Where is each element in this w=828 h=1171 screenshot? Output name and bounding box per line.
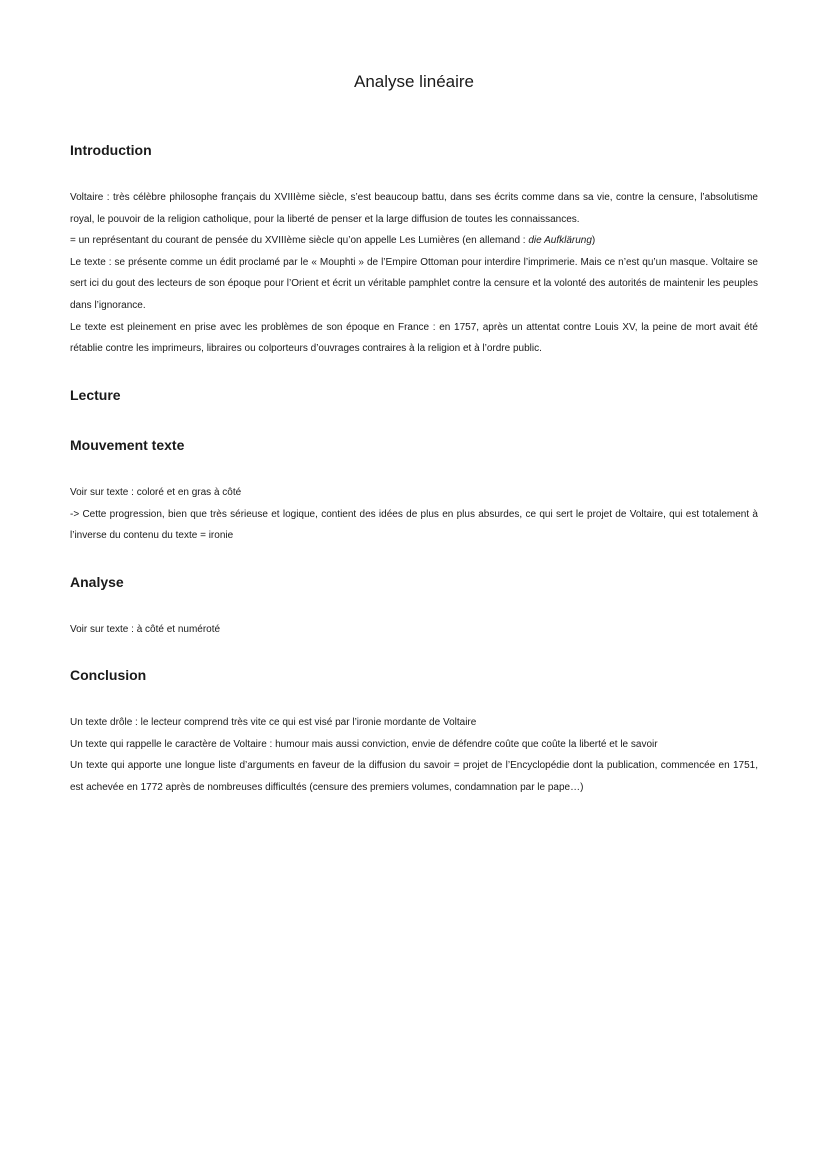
lumieres-end: ) xyxy=(591,235,596,247)
mouvement-paragraph-voir: Voir sur texte : coloré et en gras à côté xyxy=(70,487,242,498)
introduction-paragraph-contexte: Le texte est pleinement en prise avec les problèmes de son époque en France : en 1757, après un attentat contre Louis XV, la peine de mort avait été rétablie contre les imprimeurs, libraires ou colporteurs d’ouvrages contraires à la religion et à l’ordre public. xyxy=(70,321,758,355)
mouvement-paragraph-progression: -> Cette progression, bien que très sérieuse et logique, contient des idées de plus en plus absurdes, ce qui sert le projet de Voltaire, qui est totalement à l’inverse du contenu du texte = ironie xyxy=(70,508,758,542)
conclusion-paragraph-drole: Un texte drôle : le lecteur comprend très vite ce qui est visé par l’ironie mordante de Voltaire xyxy=(70,717,477,728)
conclusion-paragraph-caractere: Un texte qui rappelle le caractère de Voltaire : humour mais aussi conviction, envie de défendre coûte que coûte la liberté et le savoir xyxy=(70,738,658,750)
mouvement-body xyxy=(70,482,758,547)
heading-analyse: Analyse xyxy=(70,574,124,590)
conclusion-body xyxy=(70,712,758,798)
introduction-body xyxy=(70,187,758,360)
lumieres-italic: die Aufklärung xyxy=(528,235,592,247)
conclusion-paragraph-encyclopedie: Un texte qui apporte une longue liste d’arguments en faveur de la diffusion du savoir = projet de l’Encyclopédie dont la publication, commencée en 1751, est achevée en 1772 après de nombreuses difficultés (censure des premiers volumes, condamnation par le pape…) xyxy=(70,760,758,793)
introduction-paragraph-lumieres xyxy=(70,230,758,252)
heading-lecture: Lecture xyxy=(70,387,121,403)
heading-mouvement-texte: Mouvement texte xyxy=(70,437,185,453)
lumieres-text: = un représentant du courant de pensée du XVIIIème siècle qu’on appelle Les Lumières (en allemand : xyxy=(70,235,529,247)
introduction-paragraph-texte: Le texte : se présente comme un édit proclamé par le « Mouphti » de l’Empire Ottoman pour interdire l’imprimerie. Mais ce n’est qu’un masque. Voltaire se sert ici du gout des lecteurs de son époque pour l’Orient et écrit un véritable pamphlet contre la censure et la volonté des autorités de maintenir les peuples dans l’ignorance. xyxy=(70,256,758,311)
introduction-paragraph-voltaire: Voltaire : très célèbre philosophe français du XVIIIème siècle, s’est beaucoup battu, dans ses écrits comme dans sa vie, contre la censure, l’absolutisme royal, le pouvoir de la religion catholique, pour la liberté de penser et la large diffusion de toutes les connaissances. xyxy=(70,192,758,225)
heading-introduction: Introduction xyxy=(70,142,152,158)
analyse-paragraph-voir: Voir sur texte : à côté et numéroté xyxy=(70,624,221,635)
page-title: Analyse linéaire xyxy=(353,72,474,91)
analyse-body xyxy=(70,619,758,641)
heading-conclusion: Conclusion xyxy=(70,667,147,683)
